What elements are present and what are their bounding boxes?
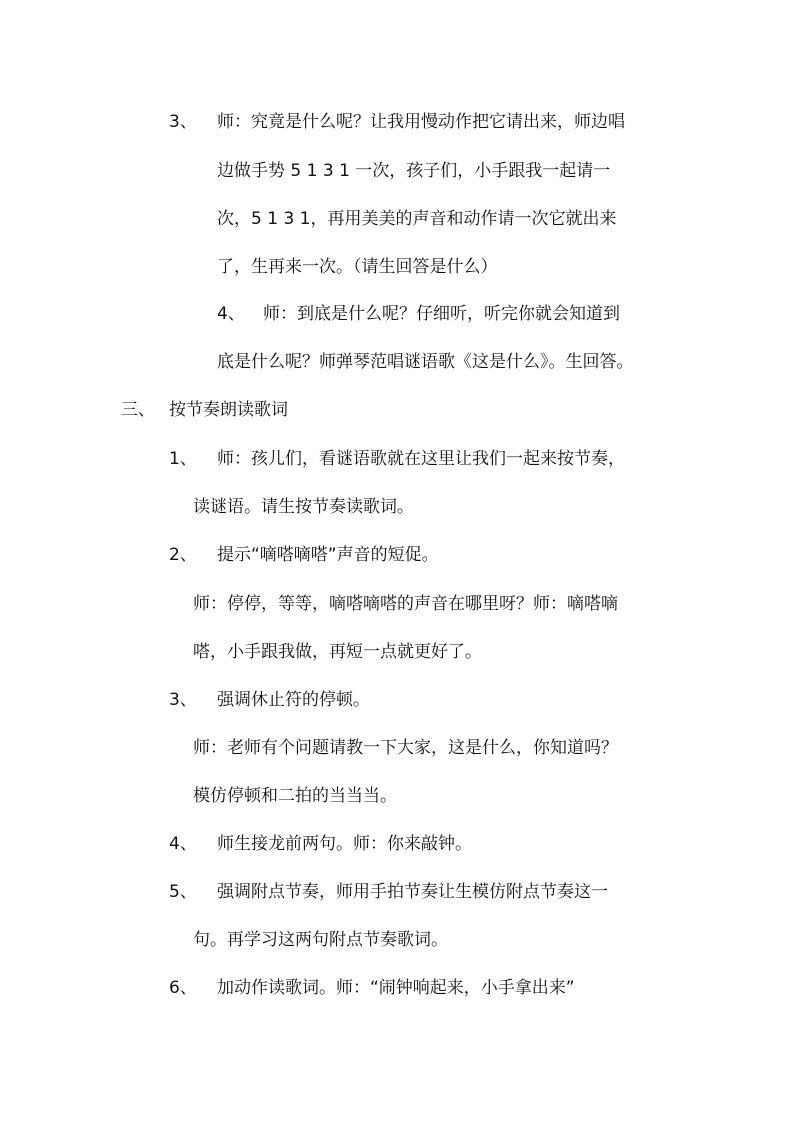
s3-item1-number: 1、 bbox=[169, 449, 197, 469]
item4-number: 4、 bbox=[217, 304, 245, 324]
s3-item5-number: 5、 bbox=[169, 882, 197, 902]
s3-item1-line-1: 师：孩儿们，看谜语歌就在这里让我们一起来按节奏， bbox=[217, 449, 625, 469]
s3-item3-line-2: 师：老师有个问题请教一下大家，这是什么，你知道吗？ bbox=[193, 738, 618, 758]
item3-line-3: 次，5 1 3 1，再用美美的声音和动作请一次它就出来 bbox=[217, 209, 617, 229]
s3-item2-line-2: 师：停停，等等，嘀嗒嘀嗒的声音在哪里呀？师：嘀嗒嘀 bbox=[193, 594, 618, 614]
item3-line-4: 了，生再来一次。（请生回答是什么） bbox=[217, 257, 498, 277]
item3-line-2: 边做手势 5 1 3 1 一次，孩子们，小手跟我一起请一 bbox=[217, 161, 611, 181]
item3-line-1: 师：究竟是什么呢？让我用慢动作把它请出来，师边唱 bbox=[217, 112, 625, 132]
s3-item4-number: 4、 bbox=[169, 834, 197, 854]
s3-item2-line-3: 嗒，小手跟我做，再短一点就更好了。 bbox=[193, 642, 482, 662]
section-number: 三、 bbox=[121, 400, 155, 420]
s3-item3-line-3: 模仿停顿和二拍的当当当。 bbox=[193, 786, 397, 806]
item4-line-2: 底是什么呢？师弹琴范唱谜语歌《这是什么》。生回答。 bbox=[217, 352, 634, 372]
s3-item5-line-1: 强调附点节奏，师用手拍节奏让生模仿附点节奏这一 bbox=[217, 882, 608, 902]
s3-item3-line-1: 强调休止符的停顿。 bbox=[217, 690, 370, 710]
item3-number: 3、 bbox=[169, 112, 197, 132]
s3-item3-number: 3、 bbox=[169, 690, 197, 710]
s3-item2-line-1: 提示“嘀嗒嘀嗒”声音的短促。 bbox=[217, 545, 439, 565]
s3-item5-line-2: 句。再学习这两句附点节奏歌词。 bbox=[193, 930, 448, 950]
s3-item2-number: 2、 bbox=[169, 545, 197, 565]
s3-item1-line-2: 读谜语。请生按节奏读歌词。 bbox=[193, 497, 414, 517]
section-title: 按节奏朗读歌词 bbox=[169, 400, 288, 420]
item4-line-1: 师：到底是什么呢？仔细听，听完你就会知道到 bbox=[263, 304, 620, 324]
s3-item6-number: 6、 bbox=[169, 978, 197, 998]
s3-item6-line-1: 加动作读歌词。师：“闹钟响起来，小手拿出来” bbox=[217, 978, 575, 998]
s3-item4-line-1: 师生接龙前两句。师：你来敲钟。 bbox=[217, 834, 472, 854]
